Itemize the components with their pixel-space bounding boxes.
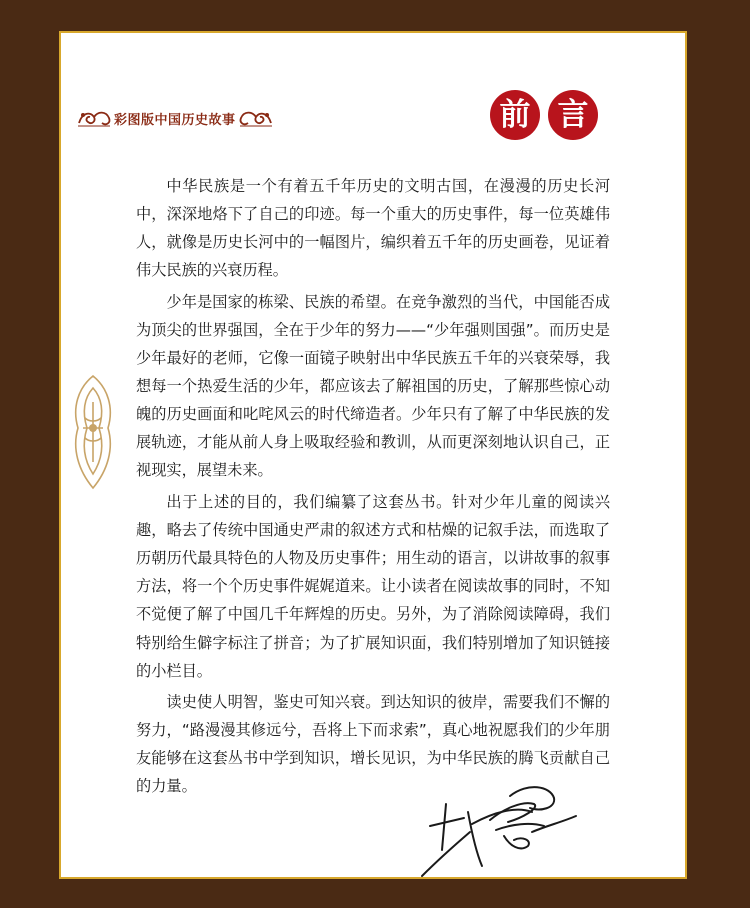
preface-body (136, 172, 610, 804)
paragraph: 中华民族是一个有着五千年历史的文明古国，在漫漫的历史长河中，深深地烙下了自己的印迹。每一个重大的历史事件，每一位英雄伟人，就像是历史长河中的一幅图片，编织着五千年的历史画卷，见证着伟大民族的兴衰历程。 (136, 177, 610, 280)
left-dragon-ornament-icon (76, 107, 112, 129)
paragraph: 读史使人明智，鉴史可知兴衰。到达知识的彼岸，需要我们不懈的努力，“路漫漫其修远兮，吾将上下而求索”，真心地祝愿我们的少年朋友能够在这套丛书中学到知识，增长见识，为中华民族的腾飞贡献自己的力量。 (136, 693, 610, 796)
series-title-text: 彩图版中国历史故事 (114, 112, 236, 128)
heading-seal-2: 言 (548, 90, 598, 140)
paragraph: 出于上述的目的，我们编纂了这套丛书。针对少年儿童的阅读兴趣，略去了传统中国通史严肃的叙述方式和枯燥的记叙手法，而选取了历朝历代最具特色的人物及历史事件；用生动的语言，以讲故事的叙事方法，将一个个历史事件娓娓道来。让小读者在阅读故事的同时，不知不觉便了解了中国几千年辉煌的历史。另外，为了消除阅读障碍，我们特别给生僻字标注了拼音；为了扩展知识面，我们特别增加了知识链接的小栏目。 (136, 493, 610, 680)
handwritten-signature (412, 782, 582, 878)
side-decorative-ornament-icon (68, 372, 118, 492)
paragraph: 少年是国家的栋梁、民族的希望。在竞争激烈的当代，中国能否成为顶尖的世界强国，全在于少年的努力——“少年强则国强”。而历史是少年最好的老师，它像一面镜子映射出中华民族五千年的兴衰荣辱，我想每一个热爱生活的少年，都应该去了解祖国的历史，了解那些惊心动魄的历史画面和叱咤风云的时代缔造者。少年只有了解了中华民族的发展轨迹，才能从前人身上吸取经验和教训，从而更深刻地认识自己，正视现实，展望未来。 (136, 292, 610, 480)
series-title (76, 105, 274, 131)
right-dragon-ornament-icon (238, 107, 274, 129)
preface-heading (490, 90, 598, 140)
heading-seal-1: 前 (490, 90, 540, 140)
